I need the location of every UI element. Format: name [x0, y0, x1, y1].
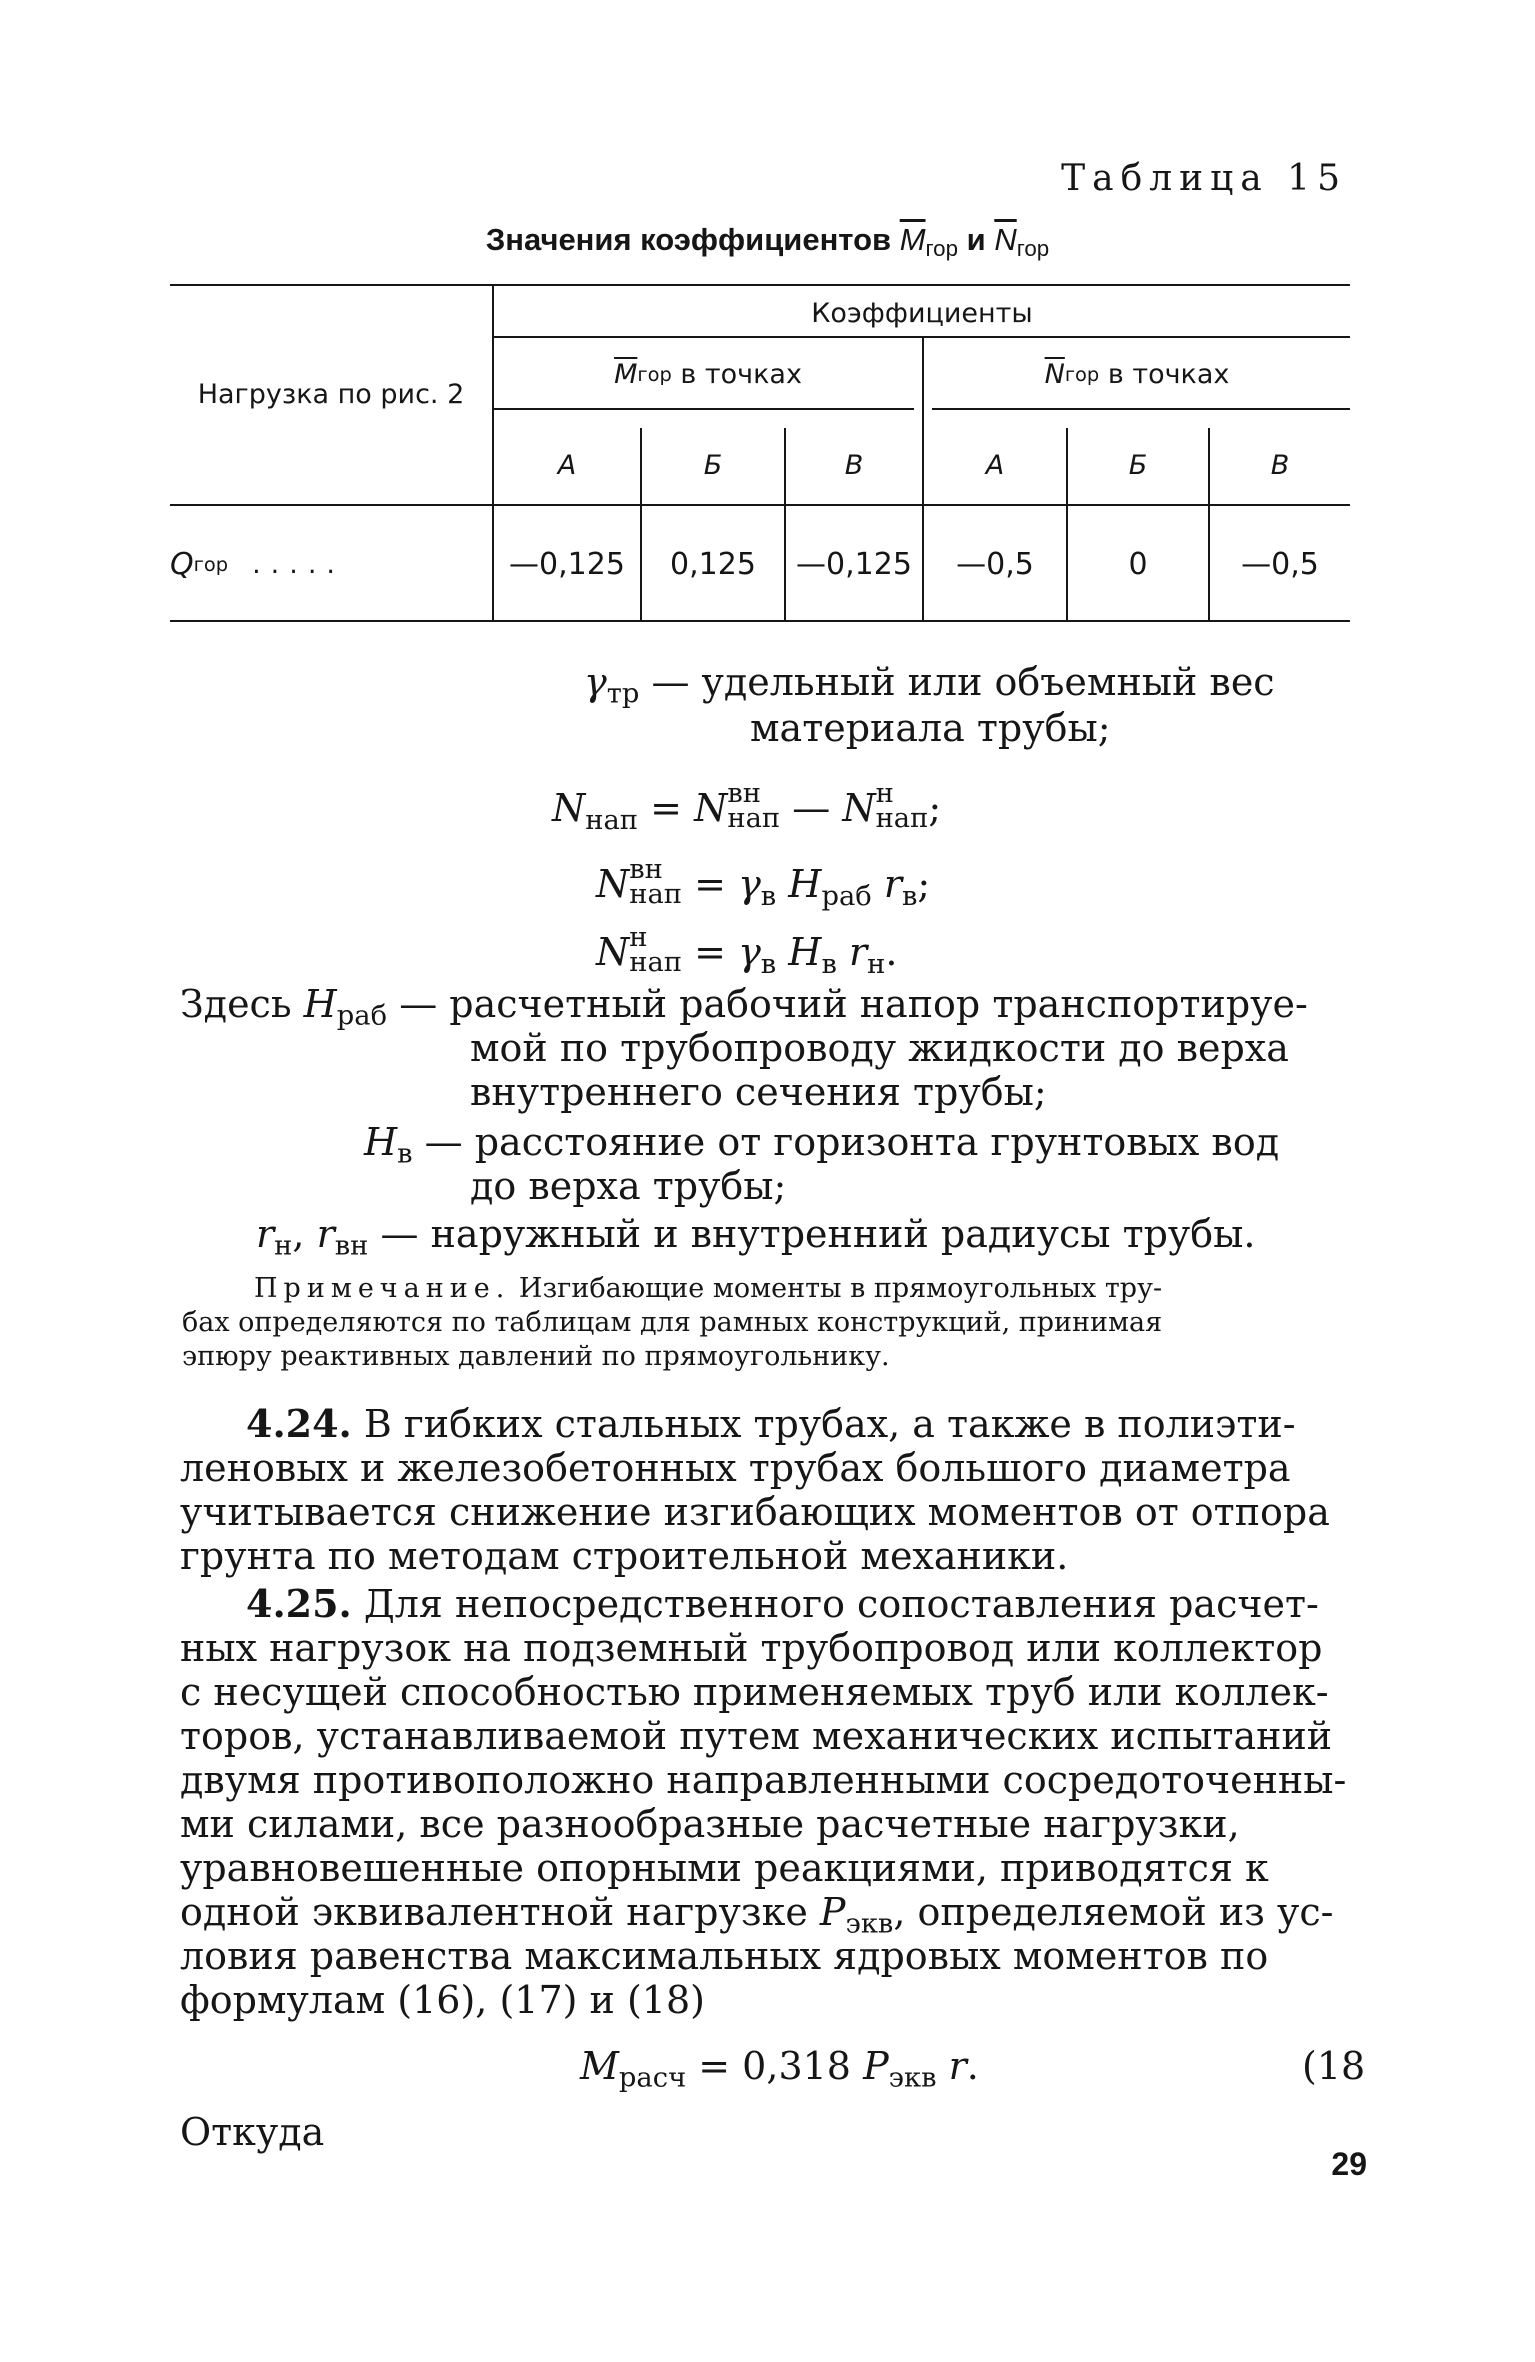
formula-sub: нап: [875, 802, 929, 834]
def-line: — наружный и внутренний радиусы трубы.: [380, 1212, 1256, 1256]
def-symbol: H: [303, 982, 337, 1026]
formula-symbol: H: [788, 930, 822, 975]
table-rule-header-bottom: [170, 504, 1350, 506]
def-line: до верха трубы;: [470, 1164, 787, 1208]
note-line: бах определяются по таблицам для рамных конструкций, принимая: [182, 1307, 1163, 1338]
def-radii: [256, 1212, 1255, 1269]
formula-sub: нап: [585, 804, 639, 836]
formula-sub: нап: [727, 802, 781, 834]
formula-symbol: r: [948, 2044, 967, 2088]
formula-end: ;: [928, 786, 942, 831]
group-n-sub: гор: [1064, 362, 1100, 386]
formula-symbol: γ: [738, 930, 761, 975]
formula-sup: н: [629, 922, 648, 953]
header-point: А: [557, 449, 577, 481]
page-number: 29: [1331, 2146, 1367, 2182]
formula-eq: = 0,318: [698, 2044, 851, 2088]
paragraph-line: одной эквивалентной нагрузке: [180, 1890, 808, 1934]
formula-n-nap-n: [596, 922, 898, 987]
formula-minus: —: [792, 786, 831, 831]
header-point: Б: [1128, 449, 1148, 481]
paragraph-line: торов, устанавливаемой путем механических испытаний: [180, 1714, 1333, 1758]
row-label-sub: гор: [193, 552, 229, 576]
n-subscript: гор: [1016, 236, 1050, 262]
header-load: Нагрузка по рис. 2: [197, 378, 465, 410]
formula-symbol: P: [863, 2044, 889, 2088]
value-cell: —0,5: [956, 546, 1034, 582]
formula-symbol: N: [596, 862, 630, 907]
header-point: Б: [703, 449, 723, 481]
value-cell: 0,125: [670, 546, 756, 582]
paragraph-number: 4.24.: [246, 1401, 352, 1446]
table-title: [0, 222, 1535, 262]
paragraph-line: уравновешенные опорными реакциями, приводятся к: [180, 1846, 1269, 1890]
note-label: Примечание.: [254, 1273, 511, 1304]
row-label: [170, 514, 492, 614]
formula-sup: вн: [727, 778, 761, 809]
group-m-symbol: $\overline{M}$: [614, 358, 638, 390]
row-dots: .....: [252, 548, 345, 580]
formula-eq: =: [694, 930, 726, 975]
formula-symbol: H: [788, 862, 822, 907]
def-sub: в: [397, 1138, 413, 1170]
formula-symbol: r: [848, 930, 868, 975]
n-symbol: $\overline{N}$: [994, 222, 1017, 257]
group-n-suffix: в точках: [1107, 358, 1230, 390]
m-symbol: $\overline{M}$: [899, 222, 926, 257]
def-comma: ,: [292, 1212, 305, 1256]
formula-symbol: γ: [738, 862, 761, 907]
formula-end: ;: [917, 862, 931, 907]
formula-18-label: (18: [1302, 2044, 1366, 2088]
paragraph-line: ных нагрузок на подземный трубопровод или коллектор: [180, 1626, 1323, 1670]
header-coefficients: Коэффициенты: [811, 297, 1033, 329]
def-line: — расстояние от горизонта грунтовых вод: [424, 1120, 1280, 1164]
def-sub: вн: [334, 1230, 369, 1262]
table-title-prefix: Значения коэффициентов: [485, 222, 892, 257]
header-point: А: [985, 449, 1005, 481]
gamma-symbol: γ: [584, 660, 607, 704]
gamma-line-2: материала трубы;: [750, 706, 1111, 750]
value-cell: 0: [1128, 546, 1148, 582]
formula-n-nap: [552, 778, 942, 843]
paragraph-line: грунта по методам строительной механики.: [180, 1534, 1069, 1578]
formula-end: .: [885, 930, 898, 975]
paragraph-line: двумя противоположно направленными сосредоточенны-: [180, 1758, 1347, 1802]
note-line: Изгибающие моменты в прямоугольных тру-: [518, 1273, 1163, 1304]
formula-sub: расч: [618, 2062, 687, 2094]
formula-symbol: r: [883, 862, 903, 907]
formula-sub: в: [902, 880, 918, 912]
m-subscript: гор: [925, 236, 958, 262]
formula-sub: в: [760, 948, 777, 980]
table-rule-group-m: [494, 408, 914, 410]
def-symbol: r: [256, 1212, 275, 1256]
table-title-and: и: [966, 222, 986, 257]
def-line: мой по трубопроводу жидкости до верха: [470, 1026, 1289, 1070]
coefficients-table: [170, 284, 1350, 624]
value-cell: —0,125: [796, 546, 912, 582]
paragraph-4-24: [246, 1402, 1296, 1446]
formula-sup: вн: [629, 854, 663, 885]
paragraph-line: учитывается снижение изгибающих моментов от отпора: [180, 1490, 1330, 1534]
paragraph-line: , определяемой из ус-: [893, 1890, 1334, 1934]
note: [254, 1272, 1162, 1305]
paragraph-line: В гибких стальных трубах, а также в полиэти-: [363, 1402, 1296, 1446]
p-symbol: P: [819, 1890, 846, 1934]
paragraph-line: ми силами, все разнообразные расчетные нагрузки,: [180, 1802, 1240, 1846]
header-group-n: [924, 344, 1350, 404]
value-cell: —0,125: [509, 546, 625, 582]
paragraph-number: 4.25.: [246, 1581, 352, 1626]
def-symbol: H: [364, 1120, 398, 1164]
table-number: Таблица 15: [1061, 158, 1347, 199]
gamma-sub: тр: [606, 678, 640, 710]
table-rule-bottom: [170, 620, 1350, 622]
formula-eq: =: [650, 786, 682, 831]
def-sub: раб: [336, 1000, 388, 1032]
formula-symbol: N: [694, 786, 728, 831]
table-rule-group-n: [932, 408, 1350, 410]
paragraph-line: леновых и железобетонных трубах большого диаметра: [180, 1446, 1291, 1490]
def-line: внутреннего сечения трубы;: [470, 1070, 1047, 1114]
group-m-sub: гор: [637, 362, 672, 386]
formula-symbol: N: [842, 786, 876, 831]
group-m-suffix: в точках: [680, 358, 802, 390]
paragraph-line: формулам (16), (17) и (18): [180, 1978, 705, 2022]
row-label-symbol: Q: [170, 546, 194, 582]
value-cell: —0,5: [1241, 546, 1319, 582]
formula-n-nap-vn: [596, 854, 931, 919]
formula-symbol: N: [552, 786, 586, 831]
formula-sup: н: [875, 778, 894, 809]
paragraph-line: ловия равенства максимальных ядровых моментов по: [180, 1934, 1269, 1978]
paragraph-4-25: [246, 1582, 1319, 1626]
header-group-m: [494, 344, 922, 404]
formula-sub: в: [821, 948, 837, 980]
formula-sub: раб: [821, 880, 872, 912]
formula-sub: н: [867, 948, 886, 980]
gamma-line-1: — удельный или объемный вес: [651, 660, 1275, 704]
paragraph-line: Для непосредственного сопоставления расчет-: [363, 1582, 1319, 1626]
group-n-symbol: $\overline{N}$: [1044, 358, 1065, 390]
formula-symbol: M: [580, 2044, 619, 2088]
formula-sub: нап: [629, 946, 683, 978]
formula-eq: =: [694, 862, 726, 907]
formula-sub: экв: [888, 2062, 937, 2094]
formula-end: .: [966, 2044, 979, 2088]
table-rule-top: [170, 284, 1350, 286]
formula-symbol: N: [596, 930, 630, 975]
header-point: В: [1270, 449, 1290, 481]
p-sub: экв: [845, 1908, 894, 1940]
header-point: В: [844, 449, 864, 481]
def-line: — расчетный рабочий напор транспортируе-: [399, 982, 1308, 1026]
here-word: Здесь: [180, 982, 292, 1026]
formula-18: [580, 2044, 979, 2101]
def-sub: н: [274, 1230, 293, 1262]
paragraph-line: с несущей способностью применяемых труб или коллек-: [180, 1670, 1329, 1714]
otkuda: Откуда: [180, 2110, 325, 2154]
formula-sub: нап: [629, 878, 683, 910]
formula-sub: в: [760, 880, 777, 912]
def-symbol: r: [316, 1212, 335, 1256]
note-line: эпюру реактивных давлений по прямоугольнику.: [182, 1341, 890, 1372]
